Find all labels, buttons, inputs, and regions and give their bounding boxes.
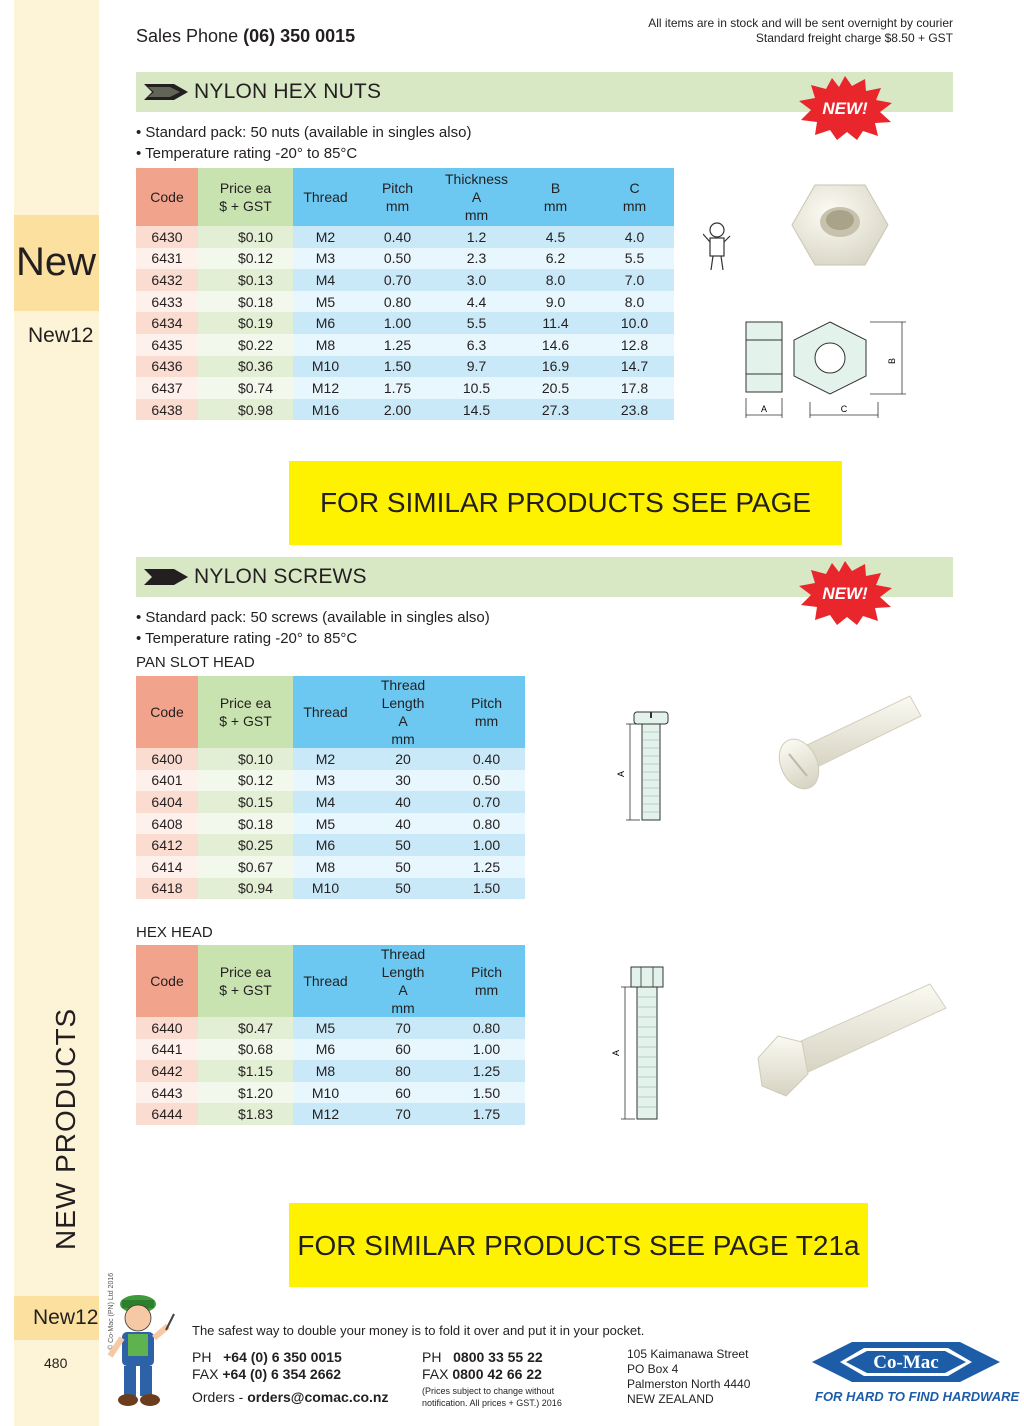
page-number: 480 <box>44 1355 68 1371</box>
table-cell: 6408 <box>136 813 198 835</box>
table-cell: 8.0 <box>516 269 595 291</box>
nut-dim-c: C <box>840 404 848 414</box>
column-header: C mm <box>595 168 674 226</box>
mascot-small-icon <box>703 220 731 272</box>
table-cell: 6438 <box>136 399 198 421</box>
table-cell: 16.9 <box>516 356 595 378</box>
table-cell: M10 <box>293 1082 358 1104</box>
hex-head-heading: HEX HEAD <box>136 924 213 941</box>
table-cell: 5.5 <box>595 248 674 270</box>
table-cell: 4.5 <box>516 226 595 248</box>
table-cell: 2.00 <box>358 399 437 421</box>
column-header: Pitch mm <box>448 945 525 1017</box>
table-cell: 40 <box>358 791 448 813</box>
hex-screw-photo-icon <box>750 978 950 1098</box>
table-cell: 1.00 <box>448 834 525 856</box>
table-row <box>136 1017 525 1039</box>
ph-label: PH <box>192 1349 212 1365</box>
nut-dim-a: A <box>760 404 768 414</box>
table-cell: $0.13 <box>198 269 293 291</box>
fax-label: FAX <box>192 1366 219 1382</box>
table-cell: 50 <box>358 834 448 856</box>
table-cell: 6404 <box>136 791 198 813</box>
table-cell: 6.2 <box>516 248 595 270</box>
price-note-line-1: (Prices subject to change without <box>422 1386 555 1396</box>
address-line: PO Box 4 <box>627 1362 679 1376</box>
table-row <box>136 878 525 900</box>
table-row <box>136 399 674 421</box>
column-header: Pitch mm <box>448 676 525 748</box>
hex-body <box>136 1017 525 1125</box>
table-cell: $1.15 <box>198 1060 293 1082</box>
address <box>627 1347 750 1407</box>
table-cell: $0.18 <box>198 813 293 835</box>
table-row <box>136 770 525 792</box>
table-cell: 50 <box>358 856 448 878</box>
new-badge-icon <box>797 561 893 625</box>
table-cell: 1.50 <box>358 356 437 378</box>
table-cell: 50 <box>358 878 448 900</box>
table-cell: 1.25 <box>358 334 437 356</box>
table-cell: 1.75 <box>448 1103 525 1125</box>
table-cell: 9.0 <box>516 291 595 313</box>
table-row <box>136 791 525 813</box>
column-header: Code <box>136 168 198 226</box>
table-cell: 0.70 <box>358 269 437 291</box>
table-row <box>136 269 674 291</box>
table-cell: 6437 <box>136 377 198 399</box>
table-cell: M6 <box>293 312 358 334</box>
table-cell: 60 <box>358 1039 448 1061</box>
table-cell: 0.80 <box>448 1017 525 1039</box>
table-cell: $0.12 <box>198 248 293 270</box>
table-cell: 60 <box>358 1082 448 1104</box>
table-cell: 20.5 <box>516 377 595 399</box>
new-badge-text: NEW! <box>822 99 868 118</box>
table-row <box>136 1039 525 1061</box>
table-cell: 1.75 <box>358 377 437 399</box>
pan-header-row <box>136 676 525 748</box>
table-cell: M3 <box>293 248 358 270</box>
table-cell: M16 <box>293 399 358 421</box>
table-row <box>136 1103 525 1125</box>
table-cell: $0.74 <box>198 377 293 399</box>
orders-label: Orders - <box>192 1389 244 1405</box>
fax-free: 0800 42 66 22 <box>452 1366 542 1382</box>
table-row <box>136 356 674 378</box>
table-cell: $0.19 <box>198 312 293 334</box>
hex-header-row <box>136 945 525 1017</box>
table-cell: 17.8 <box>595 377 674 399</box>
section-title-nuts: NYLON HEX NUTS <box>194 80 382 103</box>
column-header: Code <box>136 676 198 748</box>
hex-dim-a: A <box>611 1049 621 1057</box>
table-cell: $0.25 <box>198 834 293 856</box>
table-cell: M6 <box>293 1039 358 1061</box>
table-cell: 70 <box>358 1103 448 1125</box>
table-cell: $0.10 <box>198 226 293 248</box>
table-cell: $0.15 <box>198 791 293 813</box>
table-cell: 23.8 <box>595 399 674 421</box>
column-header: B mm <box>516 168 595 226</box>
table-cell: 14.6 <box>516 334 595 356</box>
pan-dim-a: A <box>616 770 626 778</box>
table-cell: 0.40 <box>358 226 437 248</box>
sales-number: (06) 350 0015 <box>243 26 356 46</box>
column-header: Price ea $ + GST <box>198 676 293 748</box>
table-cell: M2 <box>293 748 358 770</box>
stock-note <box>648 16 953 46</box>
column-header: Price ea $ + GST <box>198 168 293 226</box>
hex-nut-diagram-icon <box>740 318 910 423</box>
table-cell: $0.12 <box>198 770 293 792</box>
address-line: NEW ZEALAND <box>627 1392 714 1406</box>
hex-nut-photo-icon <box>790 180 890 270</box>
arrow-icon <box>144 569 188 585</box>
table-cell: 12.8 <box>595 334 674 356</box>
table-row <box>136 813 525 835</box>
table-cell: 0.50 <box>448 770 525 792</box>
table-cell: 8.0 <box>595 291 674 313</box>
table-cell: 6412 <box>136 834 198 856</box>
table-cell: 10.5 <box>437 377 516 399</box>
pan-slot-heading: PAN SLOT HEAD <box>136 654 255 671</box>
address-line: Palmerston North 4440 <box>627 1377 751 1391</box>
column-header: Thread <box>293 945 358 1017</box>
intl-contact <box>192 1349 389 1406</box>
table-cell: $0.22 <box>198 334 293 356</box>
table-cell: M6 <box>293 834 358 856</box>
table-cell: M8 <box>293 1060 358 1082</box>
side-tab-code: New12 <box>28 324 94 347</box>
new-badge-text: NEW! <box>822 584 868 603</box>
table-cell: 6400 <box>136 748 198 770</box>
column-header: Thread Length A mm <box>358 945 448 1017</box>
table-cell: M10 <box>293 878 358 900</box>
column-header: Thread <box>293 168 358 226</box>
table-cell: $0.47 <box>198 1017 293 1039</box>
table-cell: 0.50 <box>358 248 437 270</box>
table-cell: 0.80 <box>358 291 437 313</box>
table-cell: 14.7 <box>595 356 674 378</box>
screws-bullet-pack: • Standard pack: 50 screws (available in singles also) <box>136 609 490 626</box>
table-cell: 70 <box>358 1017 448 1039</box>
freephone-contact <box>422 1349 543 1383</box>
price-note <box>422 1385 562 1409</box>
nuts-header-row <box>136 168 674 226</box>
table-cell: $1.83 <box>198 1103 293 1125</box>
logo-text: Co-Mac <box>873 1352 939 1373</box>
table-cell: 6434 <box>136 312 198 334</box>
table-cell: 6401 <box>136 770 198 792</box>
column-header: Thickness A mm <box>437 168 516 226</box>
table-row <box>136 1082 525 1104</box>
orders-email[interactable]: orders@comac.co.nz <box>247 1389 389 1405</box>
screws-bullets <box>136 607 490 649</box>
table-cell: 1.2 <box>437 226 516 248</box>
table-cell: 7.0 <box>595 269 674 291</box>
table-row <box>136 1060 525 1082</box>
slogan: The safest way to double your money is to fold it over and put it in your pocket. <box>192 1323 645 1338</box>
table-cell: 1.50 <box>448 878 525 900</box>
screws-bullet-temp: • Temperature rating -20° to 85°C <box>136 630 358 647</box>
copyright: © Co-Mac (PN) Ltd 2016 <box>108 1272 115 1350</box>
table-cell: M5 <box>293 291 358 313</box>
table-cell: M12 <box>293 1103 358 1125</box>
table-cell: $0.67 <box>198 856 293 878</box>
table-cell: M12 <box>293 377 358 399</box>
table-row <box>136 248 674 270</box>
side-tab-label: New <box>16 240 97 284</box>
side-bottom-code: New12 <box>33 1306 99 1329</box>
address-line: 105 Kaimanawa Street <box>627 1347 749 1361</box>
table-cell: $0.98 <box>198 399 293 421</box>
nuts-body <box>136 226 674 420</box>
table-cell: 6435 <box>136 334 198 356</box>
table-cell: 1.25 <box>448 856 525 878</box>
table-row <box>136 856 525 878</box>
ph-free: 0800 33 55 22 <box>453 1349 543 1365</box>
table-cell: 20 <box>358 748 448 770</box>
similar-products-banner-1: FOR SIMILAR PRODUCTS SEE PAGE <box>289 461 842 545</box>
table-cell: 80 <box>358 1060 448 1082</box>
column-header: Thread Length A mm <box>358 676 448 748</box>
pan-slot-table <box>136 676 525 899</box>
table-cell: 40 <box>358 813 448 835</box>
table-cell: 6414 <box>136 856 198 878</box>
table-cell: 6432 <box>136 269 198 291</box>
table-cell: M4 <box>293 269 358 291</box>
table-row <box>136 312 674 334</box>
nuts-bullet-pack: • Standard pack: 50 nuts (available in singles also) <box>136 124 472 141</box>
table-cell: 0.70 <box>448 791 525 813</box>
table-cell: 1.50 <box>448 1082 525 1104</box>
column-header: Thread <box>293 676 358 748</box>
nut-dim-b: B <box>887 357 897 365</box>
table-cell: M5 <box>293 813 358 835</box>
table-row <box>136 334 674 356</box>
table-cell: 14.5 <box>437 399 516 421</box>
table-cell: $1.20 <box>198 1082 293 1104</box>
table-cell: 6442 <box>136 1060 198 1082</box>
table-cell: $0.94 <box>198 878 293 900</box>
table-cell: 6443 <box>136 1082 198 1104</box>
fax-label-free: FAX <box>422 1366 449 1382</box>
table-cell: 6436 <box>136 356 198 378</box>
table-row <box>136 834 525 856</box>
table-cell: $0.10 <box>198 748 293 770</box>
table-cell: 30 <box>358 770 448 792</box>
table-cell: 4.0 <box>595 226 674 248</box>
table-cell: 27.3 <box>516 399 595 421</box>
side-vertical-label: NEW PRODUCTS <box>50 1007 81 1250</box>
table-cell: M8 <box>293 856 358 878</box>
table-cell: M2 <box>293 226 358 248</box>
hex-head-table <box>136 945 525 1125</box>
logo-tagline: FOR HARD TO FIND HARDWARE <box>815 1389 1020 1404</box>
table-cell: 5.5 <box>437 312 516 334</box>
ph-label-free: PH <box>422 1349 442 1365</box>
sales-phone <box>136 26 355 47</box>
table-cell: 9.7 <box>437 356 516 378</box>
nuts-bullet-temp: • Temperature rating -20° to 85°C <box>136 145 358 162</box>
table-row <box>136 226 674 248</box>
new-badge-icon <box>797 76 893 140</box>
ph-intl: +64 (0) 6 350 0015 <box>223 1349 342 1365</box>
table-cell: M8 <box>293 334 358 356</box>
arrow-icon <box>144 84 188 100</box>
column-header: Price ea $ + GST <box>198 945 293 1017</box>
pan-screw-photo-icon <box>775 688 925 798</box>
similar-products-banner-2: FOR SIMILAR PRODUCTS SEE PAGE T21a <box>289 1203 868 1287</box>
table-cell: 6441 <box>136 1039 198 1061</box>
table-cell: 1.25 <box>448 1060 525 1082</box>
comac-logo-icon <box>812 1338 1000 1386</box>
table-cell: M3 <box>293 770 358 792</box>
pan-body <box>136 748 525 899</box>
table-cell: M10 <box>293 356 358 378</box>
table-cell: 0.40 <box>448 748 525 770</box>
nuts-table <box>136 168 674 420</box>
table-cell: $0.68 <box>198 1039 293 1061</box>
table-cell: 2.3 <box>437 248 516 270</box>
table-cell: 4.4 <box>437 291 516 313</box>
stock-line-2: Standard freight charge $8.50 + GST <box>755 31 953 45</box>
table-cell: 1.00 <box>358 312 437 334</box>
table-cell: 6418 <box>136 878 198 900</box>
sales-label: Sales Phone <box>136 26 239 46</box>
table-cell: $0.18 <box>198 291 293 313</box>
table-cell: 6431 <box>136 248 198 270</box>
table-cell: M5 <box>293 1017 358 1039</box>
nuts-bullets <box>136 122 471 164</box>
table-cell: M4 <box>293 791 358 813</box>
hex-screw-diagram-icon <box>605 965 680 1125</box>
fax-intl: +64 (0) 6 354 2662 <box>222 1366 342 1382</box>
table-cell: 6433 <box>136 291 198 313</box>
table-cell: 0.80 <box>448 813 525 835</box>
table-row <box>136 377 674 399</box>
table-row <box>136 748 525 770</box>
price-note-line-2: notification. All prices + GST.) 2016 <box>422 1398 562 1408</box>
table-cell: 10.0 <box>595 312 674 334</box>
table-cell: 6430 <box>136 226 198 248</box>
column-header: Code <box>136 945 198 1017</box>
stock-line-1: All items are in stock and will be sent overnight by courier <box>648 16 953 30</box>
mascot-icon <box>104 1286 178 1410</box>
section-title-screws: NYLON SCREWS <box>194 565 367 588</box>
pan-screw-diagram-icon <box>610 708 680 828</box>
column-header: Pitch mm <box>358 168 437 226</box>
table-cell: 1.00 <box>448 1039 525 1061</box>
table-cell: 6.3 <box>437 334 516 356</box>
table-cell: 3.0 <box>437 269 516 291</box>
table-cell: 6444 <box>136 1103 198 1125</box>
table-cell: 11.4 <box>516 312 595 334</box>
table-cell: 6440 <box>136 1017 198 1039</box>
table-row <box>136 291 674 313</box>
table-cell: $0.36 <box>198 356 293 378</box>
